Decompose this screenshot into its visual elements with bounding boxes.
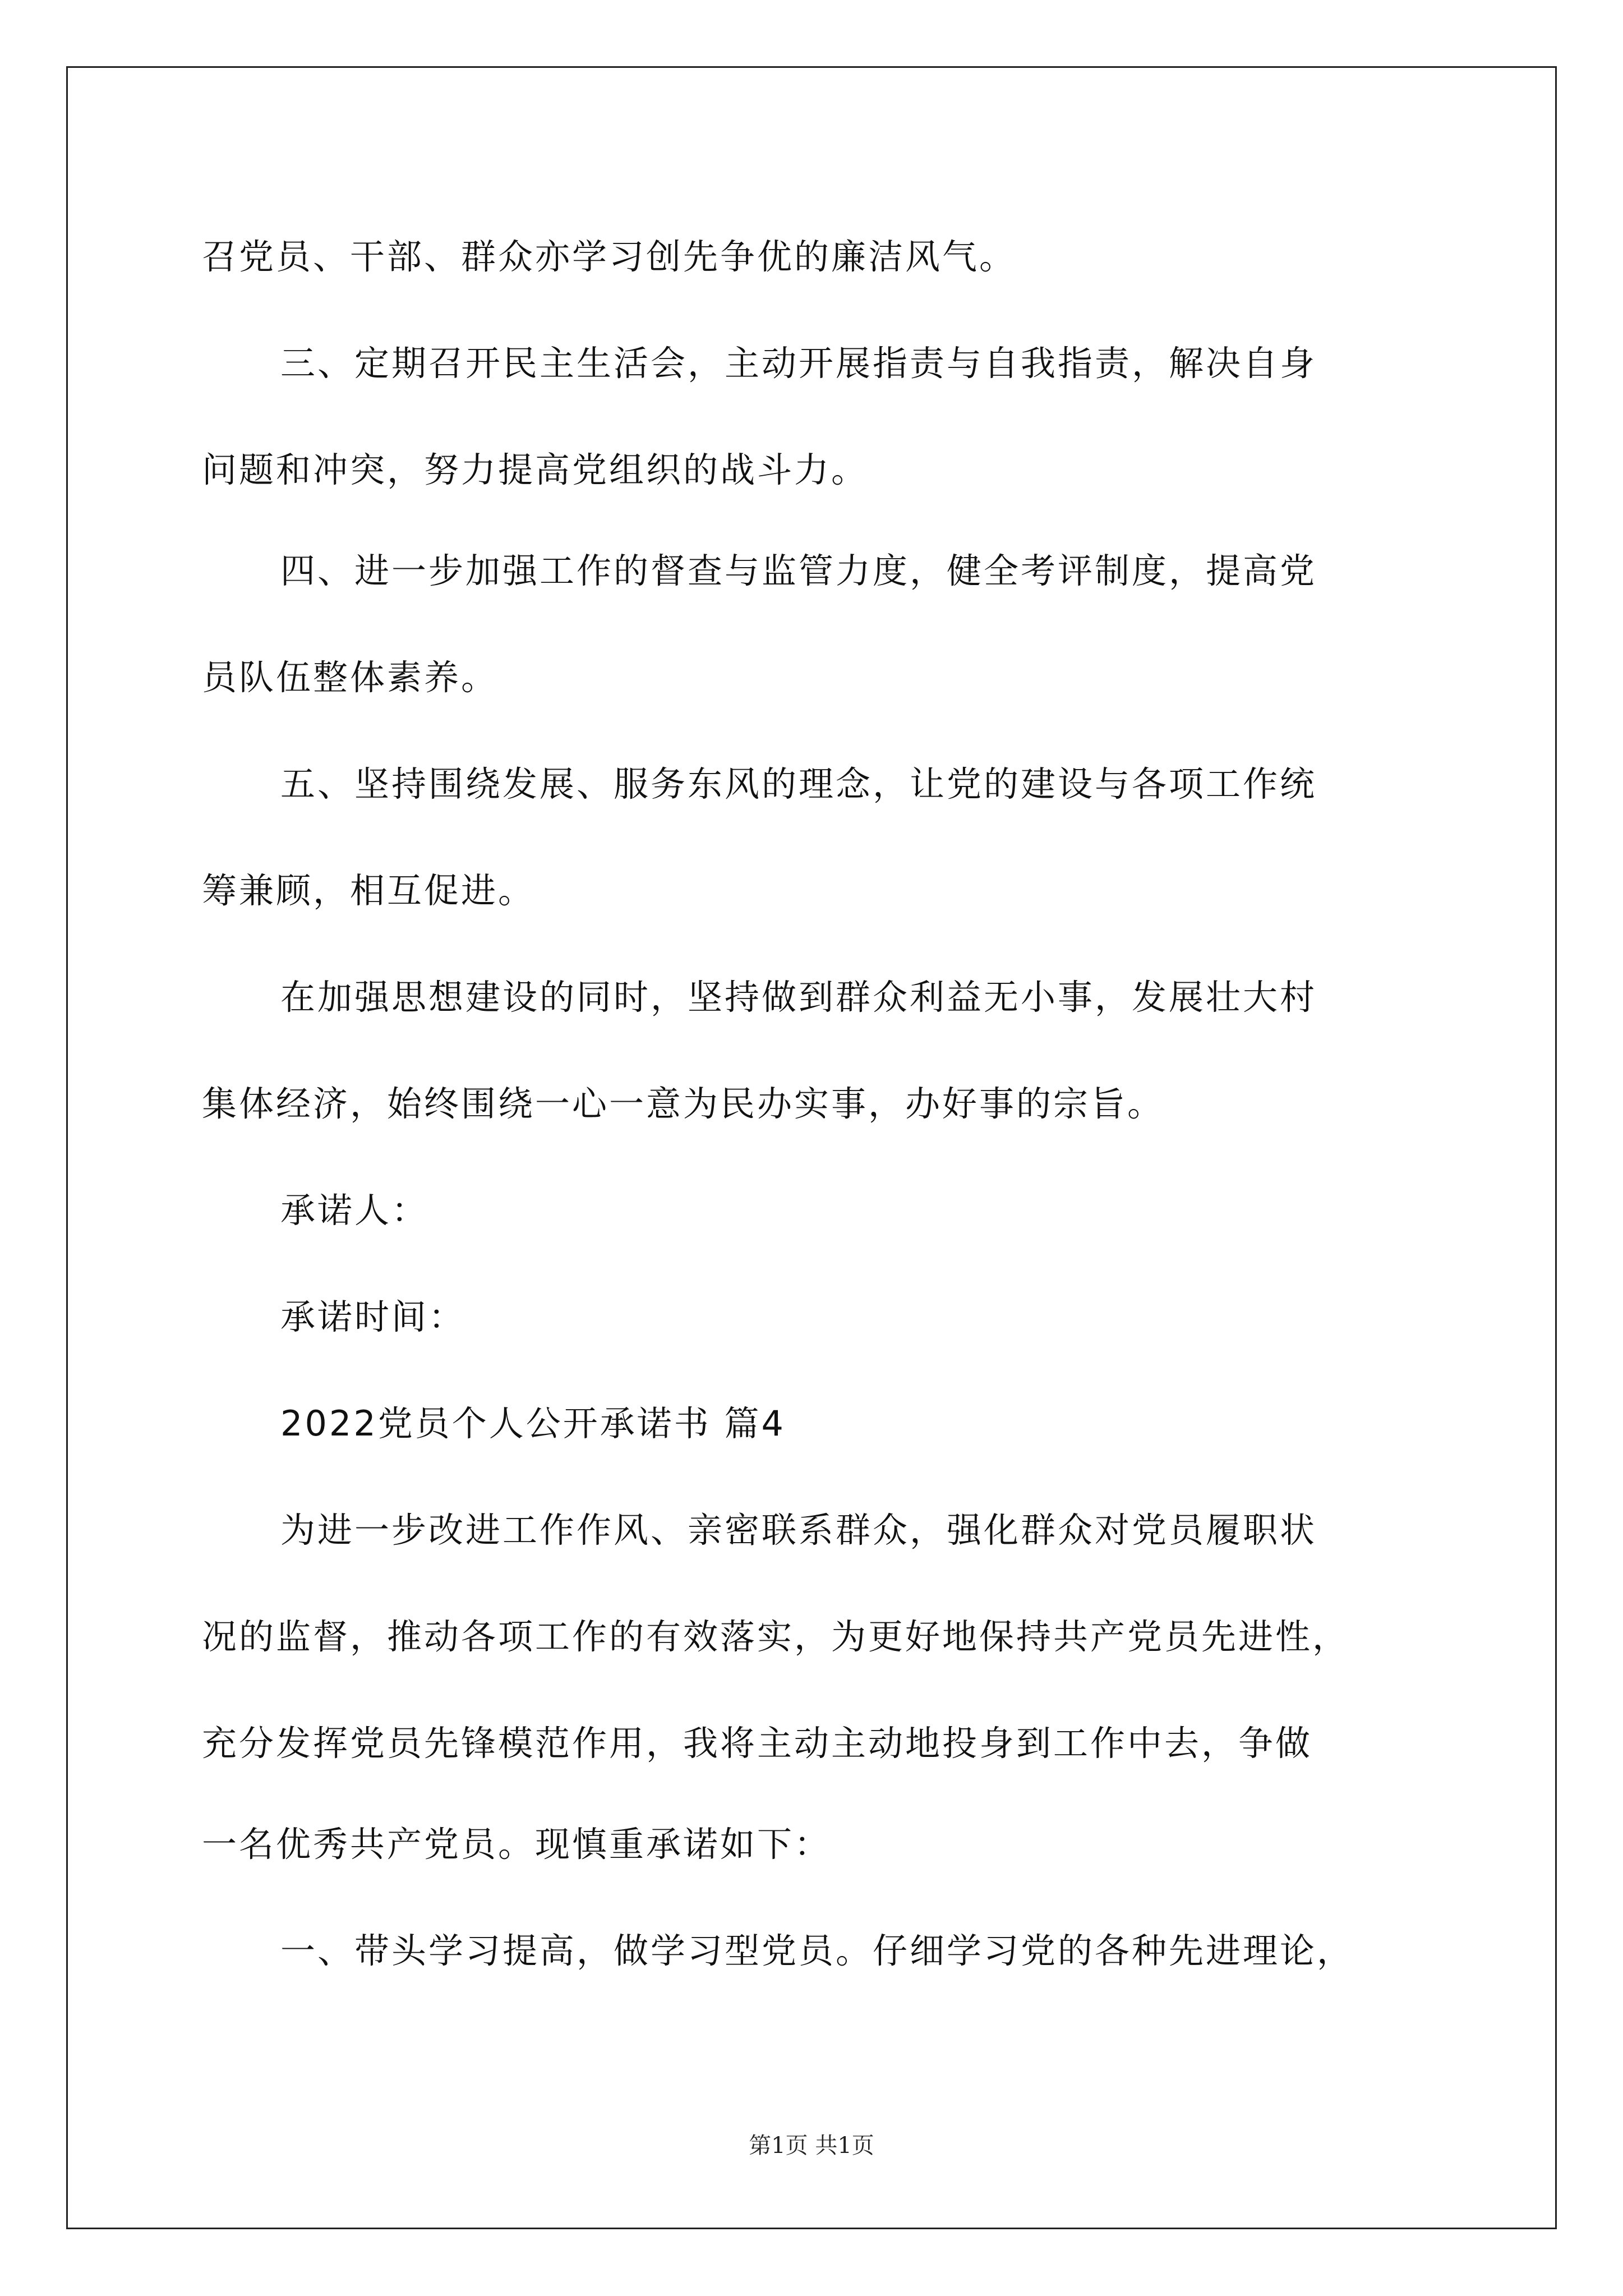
text-line: 问题和冲突，努力提高党组织的战斗力。	[202, 449, 869, 490]
text-line: 四、进一步加强工作的督查与监管力度，健全考评制度，提高党	[280, 550, 1317, 591]
text-line: 集体经济，始终围绕一心一意为民办实事，办好事的宗旨。	[202, 1083, 1165, 1124]
page-frame	[66, 66, 1557, 2229]
section-heading: 2022党员个人公开承诺书 篇4	[280, 1403, 786, 1444]
page-number-footer: 第1页 共1页	[749, 2133, 874, 2159]
text-line: 五、坚持围绕发展、服务东风的理念，让党的建设与各项工作统	[280, 763, 1317, 804]
text-line: 一、带头学习提高，做学习型党员。仔细学习党的各种先进理论，	[280, 1930, 1354, 1971]
text-line: 员队伍整体素养。	[202, 657, 499, 698]
text-line: 三、定期召开民主生活会，主动开展指责与自我指责，解决自身	[280, 343, 1317, 384]
text-line: 为进一步改进工作作风、亲密联系群众，强化群众对党员履职状	[280, 1510, 1317, 1550]
text-line: 一名优秀共产党员。现慎重承诺如下：	[202, 1824, 832, 1865]
text-line: 充分发挥党员先锋模范作用，我将主动主动地投身到工作中去，争做	[202, 1723, 1313, 1764]
text-line: 在加强思想建设的同时，坚持做到群众利益无小事，发展壮大村	[280, 977, 1317, 1018]
text-line: 召党员、干部、群众亦学习创先争优的廉洁风气。	[202, 236, 1017, 277]
date-label: 承诺时间：	[280, 1296, 466, 1337]
text-line: 筹兼顾，相互促进。	[202, 870, 536, 911]
signatory-label: 承诺人：	[280, 1190, 429, 1231]
text-line: 况的监督，推动各项工作的有效落实，为更好地保持共产党员先进性，	[202, 1616, 1350, 1657]
